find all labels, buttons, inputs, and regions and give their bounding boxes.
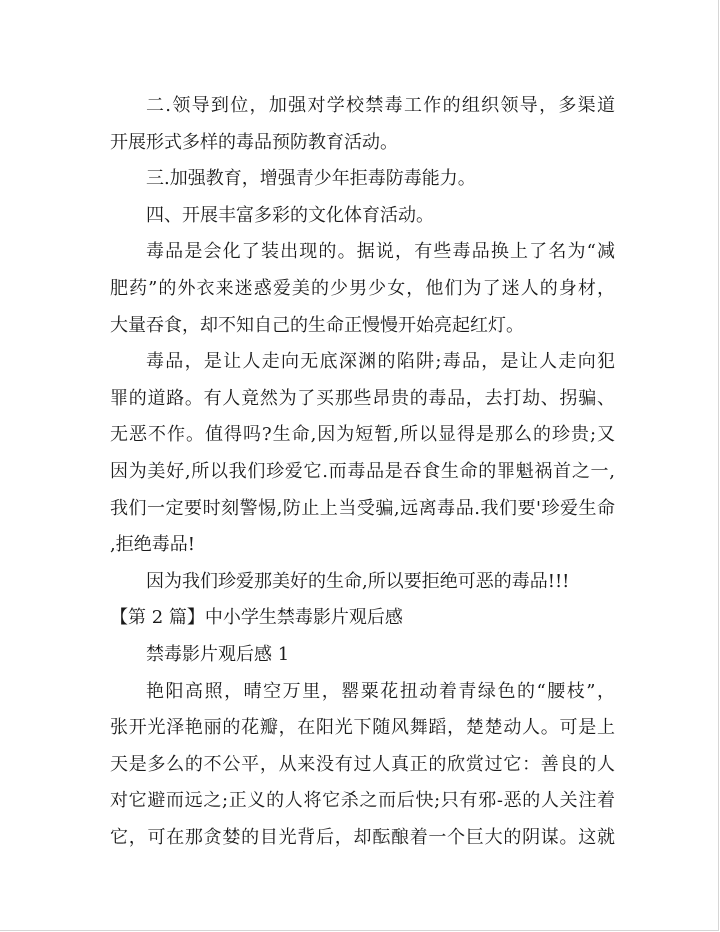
text-line: 因为美好,所以我们珍爱它.而毒品是吞食生命的罪魁祸首之一, <box>110 460 615 482</box>
document-body <box>110 88 615 856</box>
text-line: 它，可在那贪婪的目光背后，却酝酿着一个巨大的阴谋。这就 <box>110 826 615 848</box>
paragraph <box>110 198 615 235</box>
text-line: 艳阳高照，晴空万里，罂粟花扭动着青绿色的“腰枝”， <box>146 680 615 702</box>
paragraph <box>110 88 615 161</box>
paragraph <box>110 564 615 601</box>
text-line: 毒品，是让人走向无底深渊的陷阱;毒品，是让人走向犯 <box>146 351 615 373</box>
text-line: 肥药”的外衣来迷惑爱美的少男少女，他们为了迷人的身材， <box>110 277 615 299</box>
text-line: 张开光泽艳丽的花瓣，在阳光下随风舞蹈，楚楚动人。可是上 <box>110 717 615 739</box>
text-line: 禁毒影片观后感 1 <box>146 643 290 665</box>
text-line: 【第 2 篇】中小学生禁毒影片观后感 <box>110 607 403 629</box>
text-line: ,拒绝毒品! <box>110 534 195 556</box>
paragraph <box>110 161 615 198</box>
paragraph <box>110 674 615 857</box>
text-line: 对它避而远之;正义的人将它杀之而后快;只有邪-恶的人关注着 <box>110 790 615 812</box>
text-line: 我们一定要时刻警惕,防止上当受骗,远离毒品.我们要'珍爱生命 <box>110 497 615 519</box>
text-line: 天是多么的不公平，从来没有过人真正的欣赏过它：善良的人 <box>110 753 615 775</box>
paragraph <box>110 234 615 344</box>
text-line: 二.领导到位，加强对学校禁毒工作的组织领导，多渠道 <box>146 95 615 116</box>
text-line: 开展形式多样的毒品预防教育活动。 <box>110 131 398 153</box>
text-line: 大量吞食，却不知自己的生命正慢慢开始亮起红灯。 <box>110 314 524 336</box>
paragraph <box>110 637 615 674</box>
text-line: 三.加强教育，增强青少年拒毒防毒能力。 <box>146 168 476 190</box>
text-line: 无恶不作。值得吗?生命,因为短暂,所以显得是那么的珍贵;又 <box>110 424 615 446</box>
text-line: 毒品是会化了装出现的。据说，有些毒品换上了名为“减 <box>146 241 615 263</box>
text-line: 四、开展丰富多彩的文化体育活动。 <box>146 204 434 226</box>
text-line: 罪的道路。有人竟然为了买那些昂贵的毒品，去打劫、拐骗、 <box>110 387 615 409</box>
section-heading <box>110 600 615 637</box>
text-line: 因为我们珍爱那美好的生命,所以要拒绝可恶的毒品!!! <box>146 570 570 592</box>
paragraph <box>110 344 615 564</box>
